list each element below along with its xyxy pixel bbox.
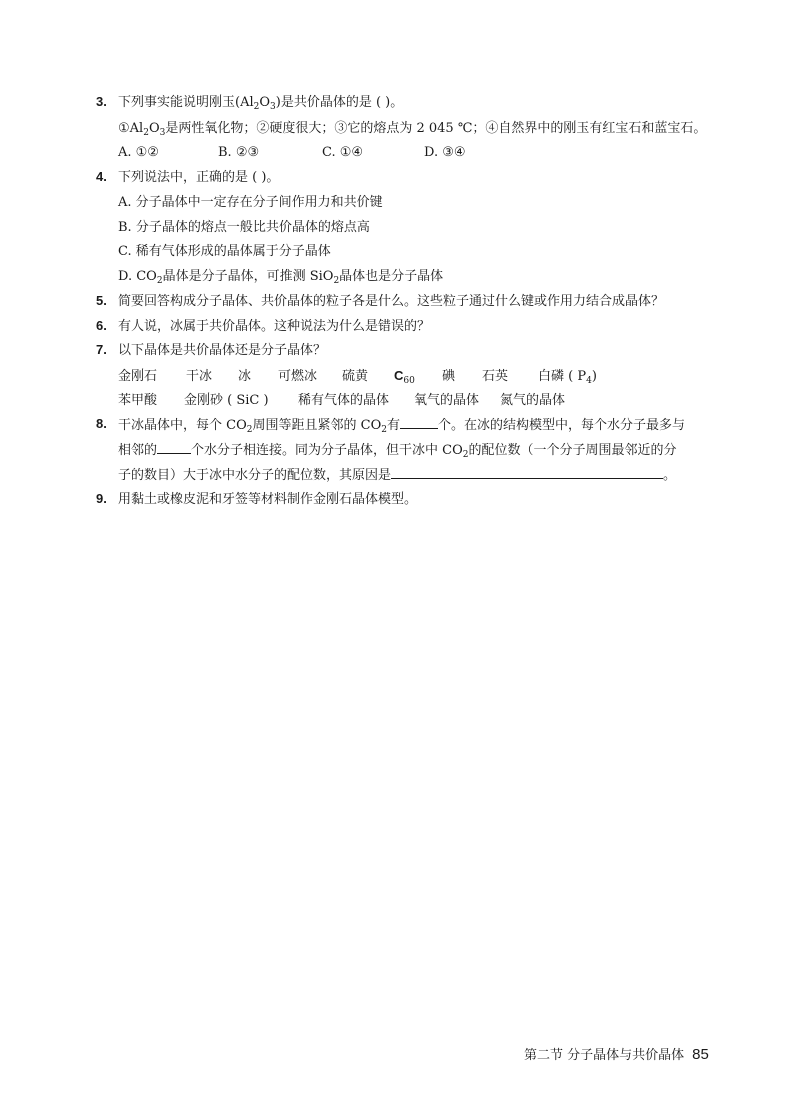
crystal-item: 金刚砂 ( SiC )	[184, 393, 269, 408]
crystal-list-row-1	[118, 367, 597, 386]
answer-blank[interactable]	[391, 466, 663, 479]
option-b: B. ②③	[218, 145, 260, 160]
question-line-1: 干冰晶体中，每个 $CO_2$周围等距且紧邻的 $CO_2$有 个。在冰的结构模型中，每个水分子最多与	[118, 418, 685, 435]
answer-blank[interactable]	[400, 416, 438, 429]
option-a: A. ①②	[118, 145, 159, 160]
question-number: 7.	[96, 342, 107, 357]
crystal-item: 石英	[482, 369, 509, 384]
question-line-3: 子的数目）大于冰中水分子的配位数，其原因是 。	[118, 468, 677, 483]
crystal-item: 冰	[238, 369, 252, 384]
answer-options	[118, 144, 466, 162]
option-c: C. 稀有气体形成的晶体属于分子晶体	[118, 244, 331, 259]
crystal-item: $C_{60}$	[394, 368, 415, 386]
question-stem: 下列事实能说明刚玉$(Al_2O_3)$是共价晶体的是 ( )。	[118, 95, 404, 112]
crystal-item: 硫黄	[342, 369, 369, 384]
crystal-item: 氮气的晶体	[500, 393, 566, 408]
question-line-2: 相邻的 个水分子相连接。同为分子晶体，但干冰中 $CO_2$的配位数（一个分子周围最邻近的分	[118, 443, 677, 460]
crystal-item: 苯甲酸	[118, 393, 158, 408]
crystal-item: 干冰	[186, 369, 213, 384]
question-number: 9.	[96, 491, 107, 506]
question-number: 8.	[96, 416, 107, 431]
crystal-item: 金刚石	[118, 369, 158, 384]
crystal-item: 碘	[442, 369, 456, 384]
section-title: 第二节 分子晶体与共价晶体	[524, 1048, 685, 1063]
crystal-item: 白磷 ( $P_4$)	[538, 369, 597, 386]
question-text: 用黏土或橡皮泥和牙签等材料制作金刚石晶体模型。	[118, 492, 418, 507]
page-number: 85	[692, 1046, 709, 1063]
question-number: 5.	[96, 293, 107, 308]
question-text: 简要回答构成分子晶体、共价晶体的粒子各是什么。这些粒子通过什么键或作用力结合成晶体？	[118, 294, 665, 309]
question-facts: $①Al_2O_3$是两性氧化物；②硬度很大；③它的熔点为 2 045 ℃；④自然界中的刚玉有红宝石和蓝宝石。	[118, 121, 707, 138]
option-a: A. 分子晶体中一定存在分子间作用力和共价键	[118, 195, 383, 210]
option-d: D. $CO_2$晶体是分子晶体，可推测 SiO$_2$晶体也是分子晶体	[118, 269, 444, 286]
option-c: C. ①④	[322, 145, 364, 160]
question-number: 4.	[96, 169, 107, 184]
crystal-item: 氧气的晶体	[414, 393, 480, 408]
crystal-item: 可燃冰	[278, 369, 318, 384]
question-stem: 以下晶体是共价晶体还是分子晶体？	[118, 343, 327, 358]
answer-blank[interactable]	[157, 441, 191, 454]
crystal-item: 稀有气体的晶体	[298, 393, 390, 408]
question-number: 6.	[96, 318, 107, 333]
crystal-list-row-2	[118, 392, 565, 410]
question-number: 3.	[96, 94, 107, 109]
option-d: D. ③④	[424, 145, 466, 160]
question-stem: 下列说法中，正确的是 ( )。	[118, 170, 280, 185]
option-b: B. 分子晶体的熔点一般比共价晶体的熔点高	[118, 220, 370, 235]
question-text: 有人说，冰属于共价晶体。这种说法为什么是错误的？	[118, 319, 431, 334]
page-footer	[524, 1044, 709, 1063]
